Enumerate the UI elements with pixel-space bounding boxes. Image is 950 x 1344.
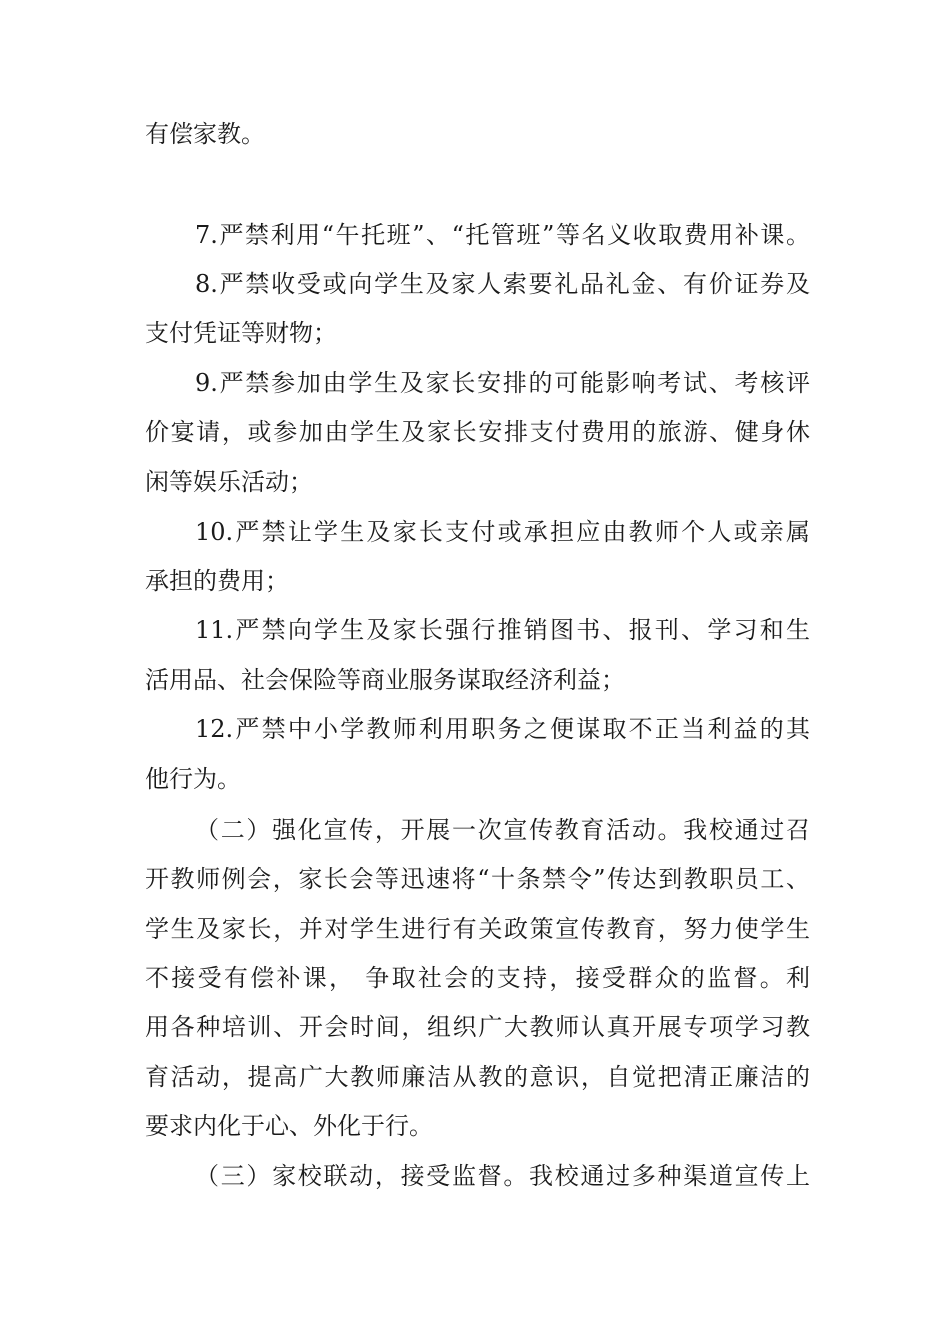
- text-line: 支付凭证等财物；: [145, 319, 337, 347]
- text-line: 不接受有偿补课， 争取社会的支持，接受群众的监督。利: [145, 964, 810, 992]
- text-line: 承担的费用；: [145, 567, 289, 595]
- text-line: 价宴请，或参加由学生及家长安排支付费用的旅游、健身休: [145, 418, 810, 446]
- text-line: 育活动，提高广大教师廉洁从教的意识，自觉把清正廉洁的: [145, 1063, 810, 1091]
- text-line: 11.严禁向学生及家长强行推销图书、报刊、学习和生: [195, 616, 810, 644]
- text-line: 有偿家教。: [145, 120, 265, 148]
- text-line: 闲等娱乐活动；: [145, 468, 313, 496]
- text-line: 开教师例会，家长会等迅速将“十条禁令”传达到教职员工、: [145, 865, 810, 893]
- text-line: 学生及家长，并对学生进行有关政策宣传教育，努力使学生: [145, 915, 810, 943]
- text-line: 7.严禁利用“午托班”、“托管班”等名义收取费用补课。: [195, 221, 810, 249]
- text-line: （二）强化宣传，开展一次宣传教育活动。我校通过召: [195, 816, 810, 844]
- text-line: 活用品、社会保险等商业服务谋取经济利益；: [145, 666, 625, 694]
- text-line: 要求内化于心、外化于行。: [145, 1112, 433, 1140]
- text-line: （三）家校联动，接受监督。我校通过多种渠道宣传上: [195, 1162, 810, 1190]
- text-line: 10.严禁让学生及家长支付或承担应由教师个人或亲属: [195, 518, 810, 546]
- text-line: 用各种培训、开会时间，组织广大教师认真开展专项学习教: [145, 1013, 810, 1041]
- text-line: 12.严禁中小学教师利用职务之便谋取不正当利益的其: [195, 715, 810, 743]
- text-line: 9.严禁参加由学生及家长安排的可能影响考试、考核评: [195, 369, 810, 397]
- text-line: 他行为。: [145, 765, 241, 793]
- text-line: 8.严禁收受或向学生及家人索要礼品礼金、有价证券及: [195, 270, 810, 298]
